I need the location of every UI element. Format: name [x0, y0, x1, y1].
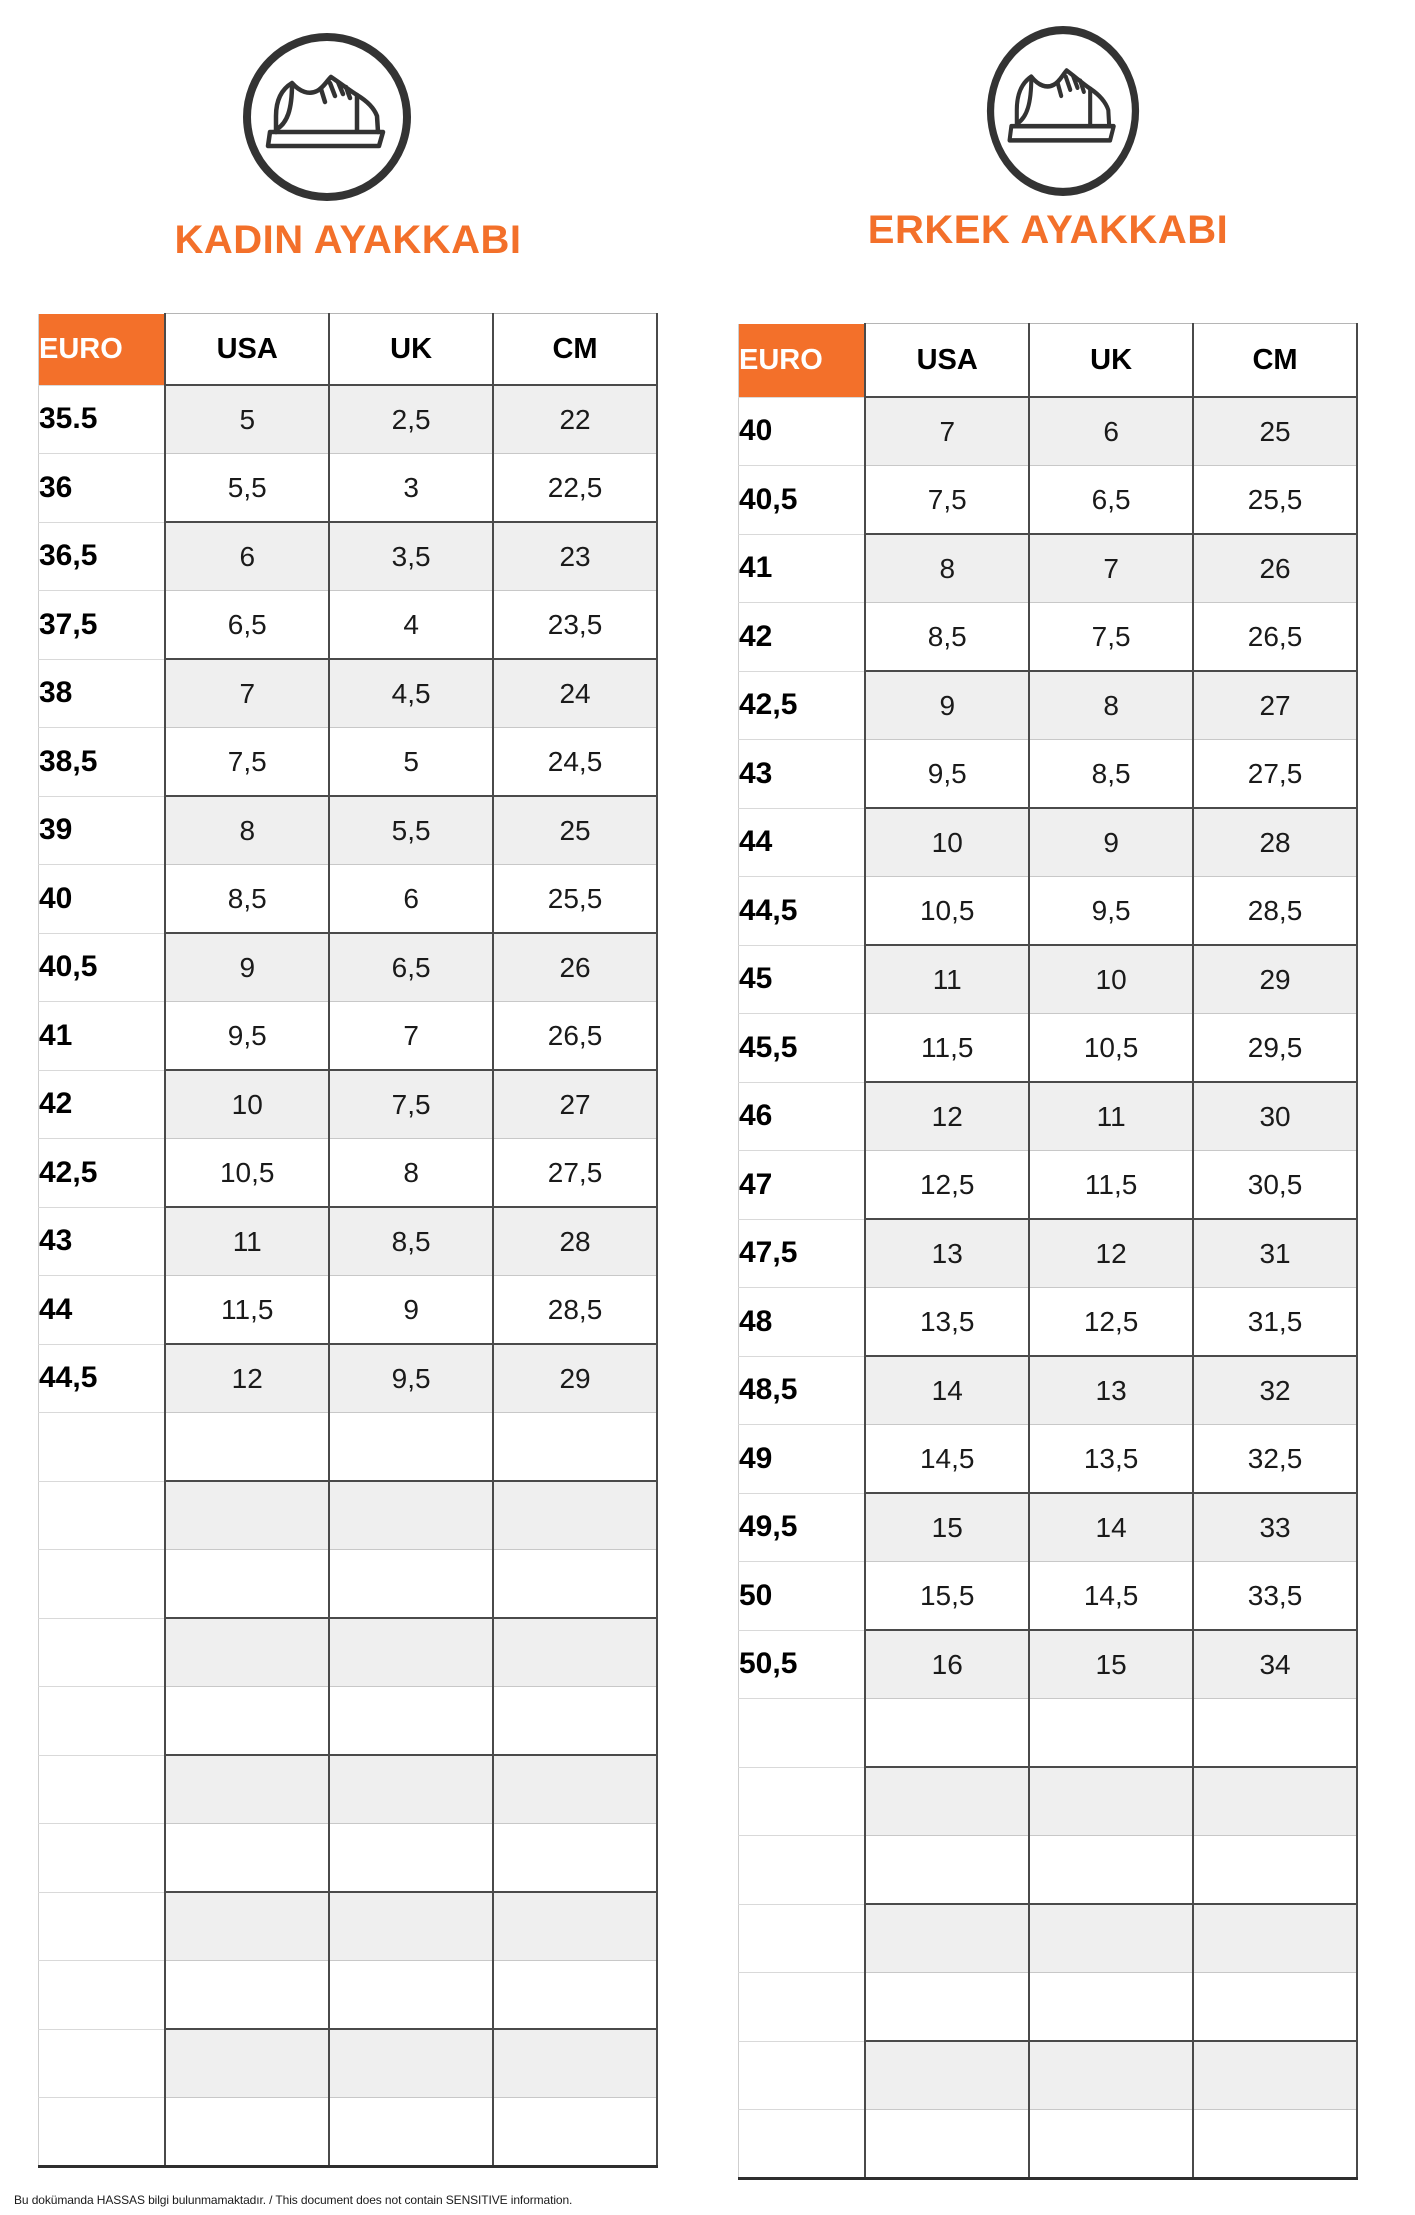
value-cell: 6,5	[329, 933, 493, 1002]
table-row	[39, 2029, 658, 2098]
column-header: CM	[493, 314, 657, 386]
value-cell	[165, 1550, 329, 1619]
value-cell: 28	[493, 1207, 657, 1276]
table-row	[739, 945, 1358, 1014]
value-cell: 2,5	[329, 385, 493, 454]
value-cell: 7,5	[329, 1070, 493, 1139]
euro-cell: 38	[39, 659, 166, 728]
value-cell: 22,5	[493, 454, 657, 523]
value-cell: 7	[865, 397, 1029, 466]
value-cell: 11	[865, 945, 1029, 1014]
value-cell: 6,5	[165, 591, 329, 660]
men-table-title: ERKEK AYAKKABI	[867, 208, 1229, 252]
footer-disclaimer: Bu dokümanda HASSAS bilgi bulunmamaktadır. / This document does not contain SENSITIVE information.	[14, 2193, 573, 2207]
table-row	[739, 1836, 1358, 1905]
table-row	[739, 534, 1358, 603]
value-cell	[493, 1824, 657, 1893]
euro-cell: 46	[739, 1082, 866, 1151]
euro-column-header: EURO	[39, 314, 166, 386]
table-row	[739, 603, 1358, 672]
value-cell: 10,5	[865, 877, 1029, 946]
value-cell	[329, 1824, 493, 1893]
table-row	[739, 808, 1358, 877]
value-cell: 33	[1193, 1493, 1357, 1562]
euro-cell: 49,5	[739, 1493, 866, 1562]
value-cell: 4	[329, 591, 493, 660]
value-cell: 8,5	[329, 1207, 493, 1276]
value-cell: 27,5	[493, 1139, 657, 1208]
value-cell: 4,5	[329, 659, 493, 728]
table-row	[739, 466, 1358, 535]
value-cell: 14	[1029, 1493, 1193, 1562]
women-size-grid	[38, 313, 658, 2168]
value-cell	[165, 1892, 329, 1961]
euro-cell	[39, 1824, 166, 1893]
euro-column-header: EURO	[739, 324, 866, 398]
value-cell: 9	[865, 671, 1029, 740]
table-row	[39, 385, 658, 454]
value-cell	[329, 1618, 493, 1687]
table-row	[39, 1824, 658, 1893]
value-cell: 11,5	[1029, 1151, 1193, 1220]
table-row	[39, 1070, 658, 1139]
value-cell	[1029, 1836, 1193, 1905]
value-cell: 25	[1193, 397, 1357, 466]
table-row	[739, 1151, 1358, 1220]
value-cell	[1193, 2041, 1357, 2110]
value-cell	[865, 1904, 1029, 1973]
euro-cell: 37,5	[39, 591, 166, 660]
value-cell: 29	[1193, 945, 1357, 1014]
euro-cell: 39	[39, 796, 166, 865]
value-cell	[165, 2029, 329, 2098]
value-cell: 9	[1029, 808, 1193, 877]
table-row	[739, 1699, 1358, 1768]
value-cell: 26,5	[1193, 603, 1357, 672]
euro-cell: 41	[739, 534, 866, 603]
table-row	[39, 591, 658, 660]
euro-cell: 40,5	[39, 933, 166, 1002]
table-row	[739, 1767, 1358, 1836]
value-cell	[165, 1481, 329, 1550]
euro-cell	[39, 1755, 166, 1824]
value-cell: 7	[165, 659, 329, 728]
euro-cell: 48	[739, 1288, 866, 1357]
table-row	[739, 1493, 1358, 1562]
women-table-title: KADIN AYAKKABI	[174, 218, 522, 262]
value-cell: 11	[1029, 1082, 1193, 1151]
value-cell: 5	[329, 728, 493, 797]
euro-cell	[739, 2110, 866, 2179]
value-cell: 23,5	[493, 591, 657, 660]
table-row	[739, 1425, 1358, 1494]
table-row	[39, 659, 658, 728]
value-cell: 8	[1029, 671, 1193, 740]
value-cell: 8,5	[865, 603, 1029, 672]
table-row	[39, 1687, 658, 1756]
table-row	[39, 2098, 658, 2167]
value-cell	[865, 1699, 1029, 1768]
table-row	[39, 1550, 658, 1619]
value-cell: 31	[1193, 1219, 1357, 1288]
value-cell: 8	[865, 534, 1029, 603]
euro-cell	[39, 1481, 166, 1550]
value-cell	[165, 1961, 329, 2030]
value-cell: 9,5	[329, 1344, 493, 1413]
header-row	[39, 314, 658, 386]
euro-cell: 42,5	[739, 671, 866, 740]
value-cell: 12,5	[1029, 1288, 1193, 1357]
value-cell	[493, 1687, 657, 1756]
euro-cell: 48,5	[739, 1356, 866, 1425]
table-row	[739, 1973, 1358, 2042]
table-row	[739, 1219, 1358, 1288]
value-cell	[165, 1755, 329, 1824]
table-row	[739, 1014, 1358, 1083]
value-cell: 23	[493, 522, 657, 591]
table-row	[39, 728, 658, 797]
value-cell	[493, 1413, 657, 1482]
table-row	[739, 1082, 1358, 1151]
value-cell: 6	[1029, 397, 1193, 466]
value-cell: 15	[865, 1493, 1029, 1562]
value-cell: 25,5	[493, 865, 657, 934]
value-cell: 28,5	[1193, 877, 1357, 946]
value-cell: 7	[1029, 534, 1193, 603]
table-row	[39, 1344, 658, 1413]
value-cell	[329, 1413, 493, 1482]
value-cell	[493, 1961, 657, 2030]
value-cell: 12	[865, 1082, 1029, 1151]
table-row	[739, 877, 1358, 946]
value-cell	[865, 1836, 1029, 1905]
euro-cell	[39, 2029, 166, 2098]
table-row	[39, 1413, 658, 1482]
table-row	[39, 1755, 658, 1824]
value-cell: 3,5	[329, 522, 493, 591]
value-cell: 32	[1193, 1356, 1357, 1425]
value-cell: 9,5	[165, 1002, 329, 1071]
value-cell	[1029, 2110, 1193, 2179]
table-row	[39, 1002, 658, 1071]
value-cell: 11,5	[865, 1014, 1029, 1083]
value-cell: 3	[329, 454, 493, 523]
euro-cell: 44,5	[39, 1344, 166, 1413]
value-cell: 25,5	[1193, 466, 1357, 535]
euro-cell: 42,5	[39, 1139, 166, 1208]
men-size-grid	[738, 323, 1358, 2180]
value-cell: 29	[493, 1344, 657, 1413]
euro-cell: 35.5	[39, 385, 166, 454]
value-cell: 7,5	[1029, 603, 1193, 672]
euro-cell: 40	[39, 865, 166, 934]
value-cell: 10	[865, 808, 1029, 877]
euro-cell: 47,5	[739, 1219, 866, 1288]
value-cell	[329, 1687, 493, 1756]
euro-cell	[39, 1892, 166, 1961]
table-row	[39, 865, 658, 934]
value-cell	[493, 1618, 657, 1687]
table-row	[39, 1618, 658, 1687]
value-cell: 12	[165, 1344, 329, 1413]
value-cell: 30,5	[1193, 1151, 1357, 1220]
value-cell	[1029, 1904, 1193, 1973]
table-row	[739, 1288, 1358, 1357]
value-cell	[165, 1687, 329, 1756]
euro-cell	[39, 1413, 166, 1482]
euro-cell	[39, 1687, 166, 1756]
value-cell: 12	[1029, 1219, 1193, 1288]
table-row	[39, 454, 658, 523]
table-row	[39, 1207, 658, 1276]
value-cell: 7,5	[865, 466, 1029, 535]
value-cell: 29,5	[1193, 1014, 1357, 1083]
value-cell	[493, 1481, 657, 1550]
value-cell	[1193, 1836, 1357, 1905]
value-cell	[865, 1767, 1029, 1836]
value-cell	[865, 2110, 1029, 2179]
table-row	[39, 1481, 658, 1550]
euro-cell	[739, 1904, 866, 1973]
value-cell: 27,5	[1193, 740, 1357, 809]
value-cell: 32,5	[1193, 1425, 1357, 1494]
value-cell: 25	[493, 796, 657, 865]
value-cell: 24,5	[493, 728, 657, 797]
euro-cell	[39, 2098, 166, 2167]
table-row	[739, 1562, 1358, 1631]
value-cell: 12,5	[865, 1151, 1029, 1220]
value-cell	[493, 2098, 657, 2167]
value-cell: 27	[1193, 671, 1357, 740]
table-row	[39, 933, 658, 1002]
value-cell: 7,5	[165, 728, 329, 797]
value-cell: 6,5	[1029, 466, 1193, 535]
value-cell: 22	[493, 385, 657, 454]
value-cell	[329, 1550, 493, 1619]
euro-cell: 50,5	[739, 1630, 866, 1699]
value-cell: 9,5	[865, 740, 1029, 809]
table-row	[39, 1139, 658, 1208]
column-header: USA	[165, 314, 329, 386]
value-cell	[165, 1824, 329, 1893]
value-cell: 15	[1029, 1630, 1193, 1699]
euro-cell	[739, 1973, 866, 2042]
value-cell	[865, 2041, 1029, 2110]
value-cell: 13,5	[1029, 1425, 1193, 1494]
euro-cell	[39, 1550, 166, 1619]
value-cell	[329, 1892, 493, 1961]
euro-cell: 43	[739, 740, 866, 809]
euro-cell	[739, 2041, 866, 2110]
euro-cell	[739, 1699, 866, 1768]
value-cell: 9	[329, 1276, 493, 1345]
euro-cell: 43	[39, 1207, 166, 1276]
euro-cell: 42	[39, 1070, 166, 1139]
table-row	[39, 1892, 658, 1961]
value-cell	[1193, 1699, 1357, 1768]
value-cell	[493, 1550, 657, 1619]
men-size-table	[738, 323, 1358, 2180]
value-cell: 27	[493, 1070, 657, 1139]
euro-cell: 44	[39, 1276, 166, 1345]
euro-cell: 42	[739, 603, 866, 672]
header-row	[739, 324, 1358, 398]
column-header: CM	[1193, 324, 1357, 398]
euro-cell: 45,5	[739, 1014, 866, 1083]
table-row	[739, 1904, 1358, 1973]
table-row	[739, 397, 1358, 466]
value-cell: 5	[165, 385, 329, 454]
table-row	[739, 1356, 1358, 1425]
euro-cell: 36	[39, 454, 166, 523]
value-cell	[493, 2029, 657, 2098]
column-header: UK	[1029, 324, 1193, 398]
value-cell: 10	[1029, 945, 1193, 1014]
value-cell	[165, 1618, 329, 1687]
euro-cell: 44	[739, 808, 866, 877]
women-size-table	[38, 313, 658, 2168]
value-cell	[329, 2029, 493, 2098]
sneaker-icon	[986, 25, 1140, 197]
euro-cell: 50	[739, 1562, 866, 1631]
value-cell: 26	[493, 933, 657, 1002]
table-row	[39, 1961, 658, 2030]
value-cell: 6	[165, 522, 329, 591]
value-cell: 13	[1029, 1356, 1193, 1425]
value-cell	[493, 1892, 657, 1961]
value-cell	[1193, 1973, 1357, 2042]
value-cell: 5,5	[329, 796, 493, 865]
value-cell	[493, 1755, 657, 1824]
value-cell: 10	[165, 1070, 329, 1139]
value-cell: 28,5	[493, 1276, 657, 1345]
value-cell: 9,5	[1029, 877, 1193, 946]
value-cell: 16	[865, 1630, 1029, 1699]
value-cell: 9	[165, 933, 329, 1002]
value-cell: 33,5	[1193, 1562, 1357, 1631]
value-cell: 8,5	[165, 865, 329, 934]
value-cell: 8	[165, 796, 329, 865]
value-cell: 26,5	[493, 1002, 657, 1071]
column-header: UK	[329, 314, 493, 386]
euro-cell: 40	[739, 397, 866, 466]
value-cell	[329, 1755, 493, 1824]
value-cell: 10,5	[165, 1139, 329, 1208]
value-cell: 14	[865, 1356, 1029, 1425]
value-cell: 14,5	[865, 1425, 1029, 1494]
value-cell	[1029, 1973, 1193, 2042]
table-row	[39, 1276, 658, 1345]
value-cell: 8	[329, 1139, 493, 1208]
value-cell: 7	[329, 1002, 493, 1071]
table-row	[739, 2041, 1358, 2110]
euro-cell: 38,5	[39, 728, 166, 797]
euro-cell	[39, 1618, 166, 1687]
value-cell: 6	[329, 865, 493, 934]
value-cell: 5,5	[165, 454, 329, 523]
table-row	[739, 740, 1358, 809]
value-cell: 26	[1193, 534, 1357, 603]
value-cell	[329, 1481, 493, 1550]
value-cell: 11	[165, 1207, 329, 1276]
value-cell	[1193, 2110, 1357, 2179]
euro-cell: 44,5	[739, 877, 866, 946]
euro-cell: 45	[739, 945, 866, 1014]
value-cell	[1029, 1767, 1193, 1836]
value-cell: 15,5	[865, 1562, 1029, 1631]
value-cell	[329, 1961, 493, 2030]
value-cell: 30	[1193, 1082, 1357, 1151]
value-cell: 14,5	[1029, 1562, 1193, 1631]
value-cell	[1029, 1699, 1193, 1768]
table-row	[739, 671, 1358, 740]
value-cell: 11,5	[165, 1276, 329, 1345]
value-cell	[1193, 1767, 1357, 1836]
euro-cell	[39, 1961, 166, 2030]
value-cell	[865, 1973, 1029, 2042]
table-row	[39, 796, 658, 865]
table-row	[39, 522, 658, 591]
value-cell: 8,5	[1029, 740, 1193, 809]
euro-cell: 41	[39, 1002, 166, 1071]
value-cell: 10,5	[1029, 1014, 1193, 1083]
value-cell	[329, 2098, 493, 2167]
value-cell	[165, 2098, 329, 2167]
value-cell	[1029, 2041, 1193, 2110]
value-cell: 34	[1193, 1630, 1357, 1699]
value-cell: 13	[865, 1219, 1029, 1288]
value-cell: 28	[1193, 808, 1357, 877]
euro-cell	[739, 1836, 866, 1905]
euro-cell	[739, 1767, 866, 1836]
value-cell: 24	[493, 659, 657, 728]
euro-cell: 36,5	[39, 522, 166, 591]
value-cell	[165, 1413, 329, 1482]
table-row	[739, 1630, 1358, 1699]
sneaker-icon	[242, 32, 412, 202]
euro-cell: 47	[739, 1151, 866, 1220]
euro-cell: 49	[739, 1425, 866, 1494]
column-header: USA	[865, 324, 1029, 398]
table-row	[739, 2110, 1358, 2179]
euro-cell: 40,5	[739, 466, 866, 535]
value-cell	[1193, 1904, 1357, 1973]
value-cell: 13,5	[865, 1288, 1029, 1357]
value-cell: 31,5	[1193, 1288, 1357, 1357]
